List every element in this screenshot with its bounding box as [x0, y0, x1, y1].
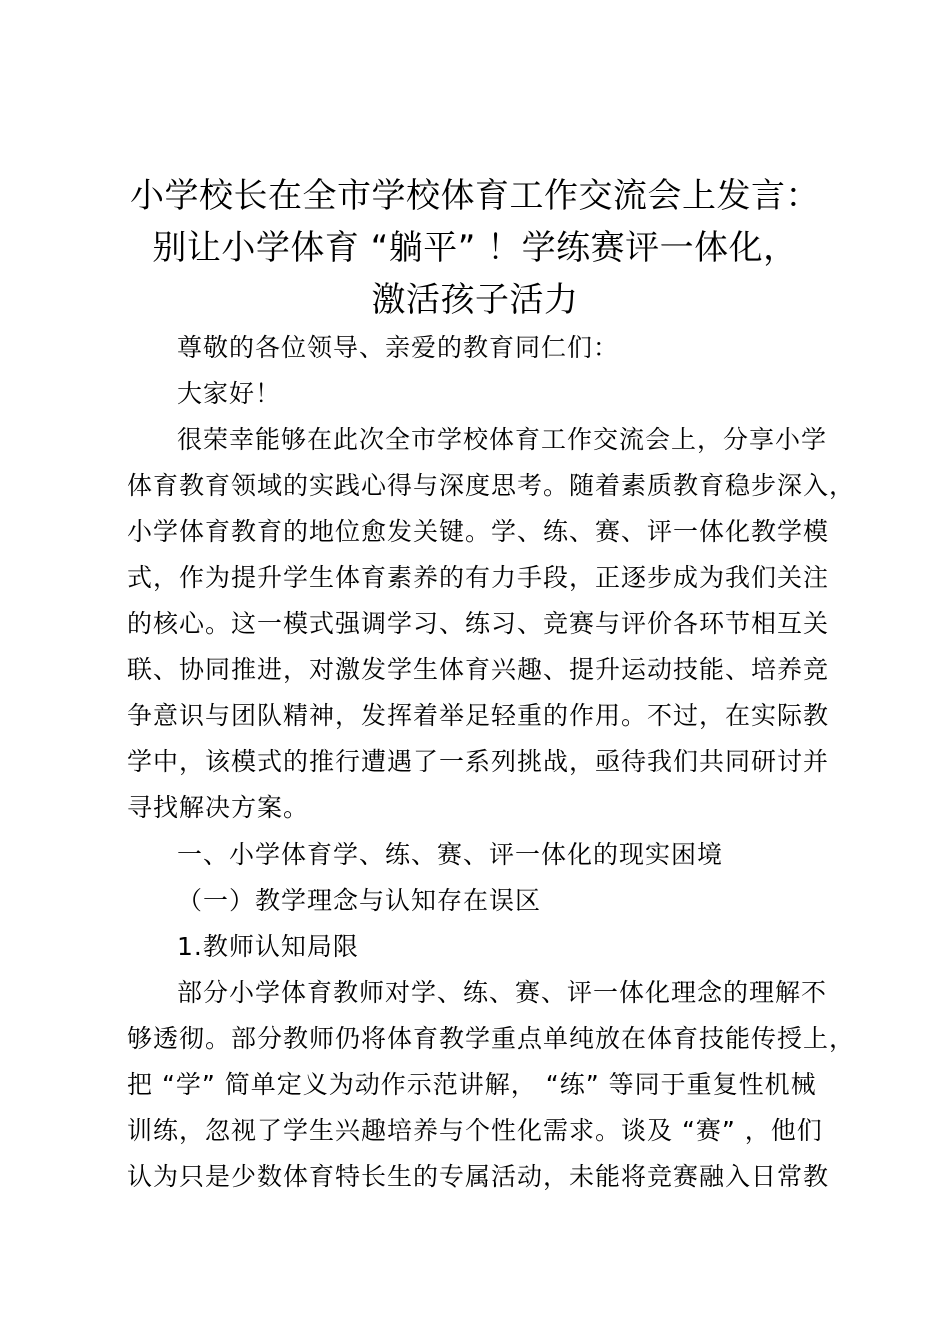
- section-heading-1: 一、小学体育学、练、赛、评一体化的现实困境: [177, 840, 724, 869]
- paragraph-2-line: 部分小学体育教师对学、练、赛、评一体化理念的理解不: [177, 978, 828, 1007]
- section-heading-2: （一）教学理念与认知存在误区: [177, 886, 542, 915]
- paragraph-1-line: 体育教育领域的实践心得与深度思考。随着素质教育稳步深入，: [127, 471, 856, 500]
- salutation: 尊敬的各位领导、亲爱的教育同仁们：: [177, 333, 620, 362]
- paragraph-1-line: 联、协同推进，对激发学生体育兴趣、提升运动技能、培养竞: [127, 655, 830, 684]
- paragraph-2-line: 认为只是少数体育特长生的专属活动，未能将竞赛融入日常教: [127, 1162, 830, 1191]
- paragraph-1-line: 寻找解决方案。: [127, 793, 310, 822]
- paragraph-1-line: 小学体育教育的地位愈发关键。学、练、赛、评一体化教学模: [127, 517, 830, 546]
- section-heading-3: 1.教师认知局限: [177, 932, 359, 961]
- paragraph-2-line: 训练，忽视了学生兴趣培养与个性化需求。谈及 “赛” ，他们: [127, 1116, 823, 1145]
- paragraph-1-line: 式，作为提升学生体育素养的有力手段，正逐步成为我们关注: [127, 563, 830, 592]
- paragraph-1-line: 很荣幸能够在此次全市学校体育工作交流会上，分享小学: [177, 425, 828, 454]
- paragraph-2-line: 够透彻。部分教师仍将体育教学重点单纯放在体育技能传授上，: [127, 1024, 856, 1053]
- paragraph-1-line: 的核心。这一模式强调学习、练习、竞赛与评价各环节相互关: [127, 609, 830, 638]
- title-line-2: 别让小学体育 “躺平” ！学练赛评一体化，: [152, 228, 798, 268]
- paragraph-1-line: 学中，该模式的推行遭遇了一系列挑战，亟待我们共同研讨并: [127, 747, 830, 776]
- greeting: 大家好！: [177, 379, 282, 408]
- title-line-1: 小学校长在全市学校体育工作交流会上发言：: [130, 176, 820, 216]
- paragraph-1-line: 争意识与团队精神，发挥着举足轻重的作用。不过，在实际教: [127, 701, 830, 730]
- title-line-3: 激活孩子活力: [371, 280, 579, 320]
- paragraph-2-line: 把 “学” 简单定义为动作示范讲解， “练” 等同于重复性机械: [127, 1070, 817, 1099]
